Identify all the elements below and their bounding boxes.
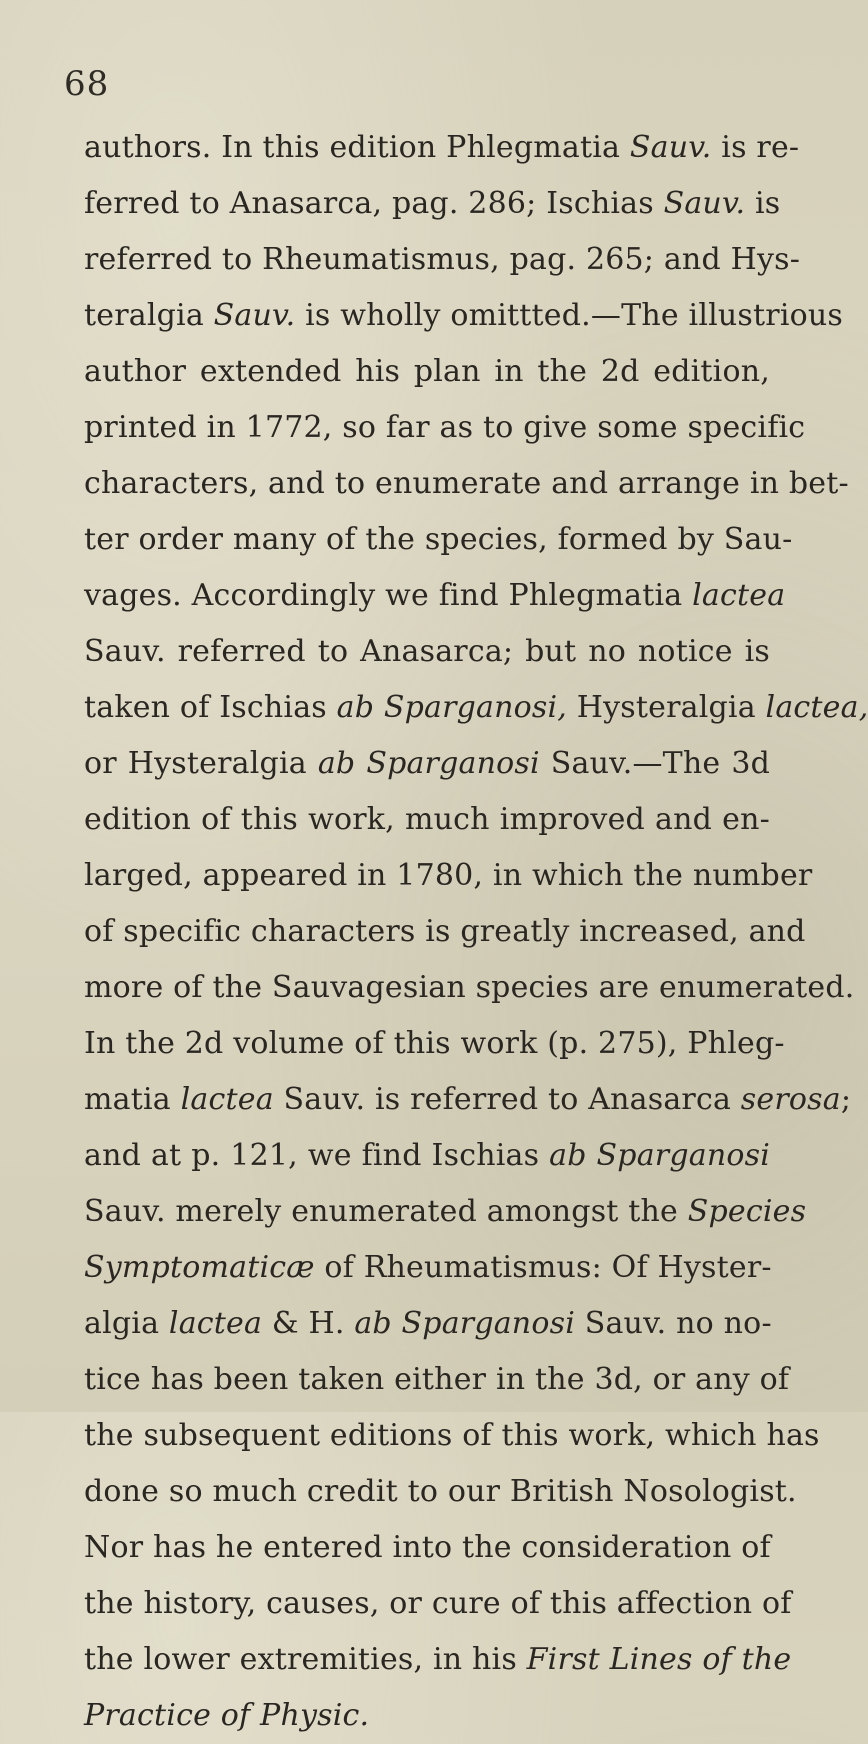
- page-number: 68: [64, 64, 110, 104]
- text-line-10: Sauv. referred to Anasarca; but no notice is: [84, 634, 770, 669]
- text-line-6: printed in 1772, so far as to give some specific: [84, 410, 806, 445]
- text-line-13: edition of this work, much improved and en-: [84, 802, 770, 837]
- text-line-15: of specific characters is greatly increased, and: [84, 914, 806, 949]
- text-line-21: Symptomaticæ of Rheumatismus: Of Hyster-: [84, 1250, 772, 1285]
- text-line-14: larged, appeared in 1780, in which the number: [84, 858, 813, 893]
- text-line-20: Sauv. merely enumerated amongst the Species: [84, 1194, 807, 1229]
- text-line-19: and at p. 121, we find Ischias ab Sparganosi: [84, 1138, 770, 1173]
- text-line-28: the lower extremities, in his First Lines of the: [84, 1642, 792, 1677]
- text-line-3: referred to Rheumatismus, pag. 265; and Hys-: [84, 242, 801, 277]
- text-line-22: algia lactea & H. ab Sparganosi Sauv. no no-: [84, 1306, 772, 1341]
- text-line-18: matia lactea Sauv. is referred to Anasarca serosa;: [84, 1082, 852, 1117]
- text-line-5: author extended his plan in the 2d edition,: [84, 354, 770, 389]
- text-line-16: more of the Sauvagesian species are enumerated.: [84, 970, 855, 1005]
- text-line-1: authors. In this edition Phlegmatia Sauv. is re-: [84, 130, 800, 165]
- text-line-2: ferred to Anasarca, pag. 286; Ischias Sauv. is: [84, 186, 781, 221]
- text-line-23: tice has been taken either in the 3d, or any of: [84, 1362, 790, 1397]
- text-line-9: vages. Accordingly we find Phlegmatia lactea: [84, 578, 786, 613]
- text-line-11: taken of Ischias ab Sparganosi, Hysteralgia lactea,: [84, 690, 868, 725]
- text-line-17: In the 2d volume of this work (p. 275), Phleg-: [84, 1026, 785, 1061]
- body-text: [84, 120, 868, 1744]
- text-line-27: the history, causes, or cure of this affection of: [84, 1586, 792, 1621]
- text-line-24: the subsequent editions of this work, which has: [84, 1418, 820, 1453]
- text-line-29: Practice of Physic.: [84, 1698, 370, 1733]
- text-line-12: or Hysteralgia ab Sparganosi Sauv.—The 3d: [84, 746, 771, 781]
- text-line-7: characters, and to enumerate and arrange in bet-: [84, 466, 849, 501]
- text-line-25: done so much credit to our British Nosologist.: [84, 1474, 797, 1509]
- text-line-8: ter order many of the species, formed by Sau-: [84, 522, 793, 557]
- text-line-4: teralgia Sauv. is wholly omittted.—The illustrious: [84, 298, 843, 333]
- text-line-26: Nor has he entered into the consideration of: [84, 1530, 771, 1565]
